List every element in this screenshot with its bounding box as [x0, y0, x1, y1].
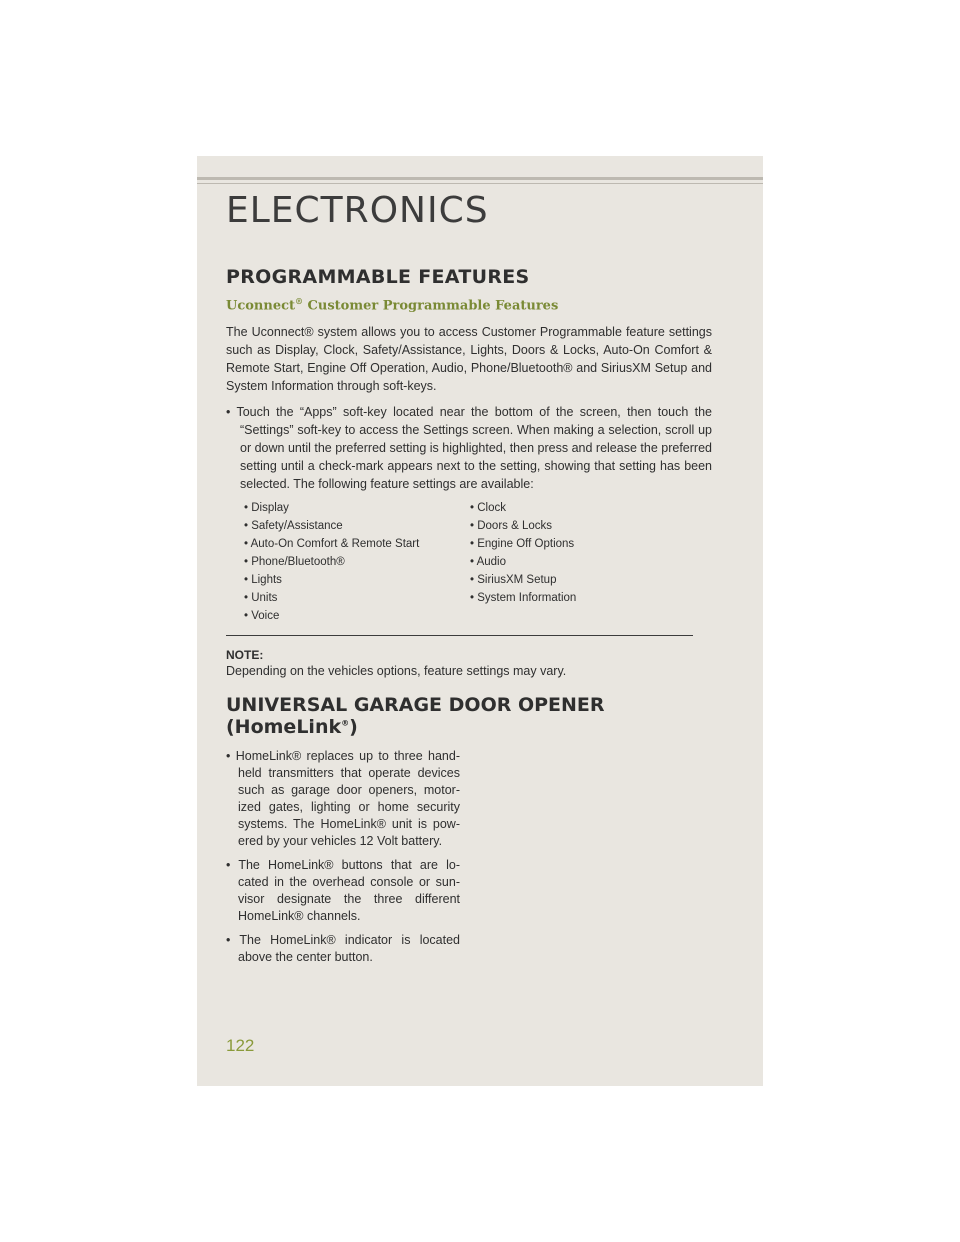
list-item: • Phone/Bluetooth®: [244, 556, 345, 569]
list-item: • Engine Off Options: [470, 538, 575, 551]
list-item: • Audio: [470, 556, 506, 569]
apps-instruction-bullet: • Touch the “Apps” soft-key located near the bottom of the screen, then touch the “Settings” soft-key to access the Settings screen. When making a selection, scroll up or down until the preferred setting is highlighted, then press and release the preferred setting until a check-mark appears next to the setting, showing that setting has been selected. The following feature settings are available:: [226, 405, 712, 492]
note-label: NOTE:: [226, 648, 264, 663]
list-item: • Voice: [244, 610, 280, 623]
list-item: • The HomeLink® indicator is located above the center button.: [226, 933, 460, 965]
manual-page: [197, 156, 763, 1086]
list-item: • Safety/Assistance: [244, 520, 343, 533]
header-rule-thin: [197, 183, 763, 184]
garage-door-heading: UNIVERSAL GARAGE DOOR OPENER (HomeLink®): [226, 694, 605, 739]
list-item: • The HomeLink® buttons that are lo-cated in the overhead console or sun-visor designate the three different HomeLink® channels.: [226, 858, 460, 924]
page-number: 122: [226, 1036, 255, 1055]
list-item: • Lights: [244, 574, 282, 587]
programmable-features-heading: PROGRAMMABLE FEATURES: [226, 266, 530, 288]
header-rule: [197, 177, 763, 180]
homelink-bullets: [226, 748, 460, 966]
list-item: • HomeLink® replaces up to three hand-held transmitters that operate devices such as garage door openers, motor-ized gates, lighting or home security systems. The HomeLink® unit is pow-ered by your vehicles 12 Volt battery.: [226, 749, 460, 849]
intro-paragraph: The Uconnect® system allows you to access Customer Programmable feature settings such as Display, Clock, Safety/Assistance, Lights, Doors & Locks, Auto-On Comfort & Remote Start, Engine Off Operation, Audio, Phone/Bluetooth® and SiriusXM Setup and System Information through soft-keys.: [226, 325, 712, 394]
list-item: • Display: [244, 502, 289, 515]
section-divider: [226, 635, 693, 636]
list-item: • Doors & Locks: [470, 520, 552, 533]
uconnect-subheading: Uconnect® Customer Programmable Features: [226, 296, 559, 314]
list-item: • SiriusXM Setup: [470, 574, 557, 587]
page-content: [226, 266, 712, 966]
feature-settings-list: [244, 501, 704, 623]
list-item: • Auto-On Comfort & Remote Start: [244, 538, 420, 551]
list-item: • Units: [244, 592, 278, 605]
list-item: • System Information: [470, 592, 577, 605]
section-header: ELECTRONICS: [226, 190, 489, 231]
note-text: Depending on the vehicles options, feature settings may vary.: [226, 664, 567, 679]
list-item: • Clock: [470, 502, 506, 515]
